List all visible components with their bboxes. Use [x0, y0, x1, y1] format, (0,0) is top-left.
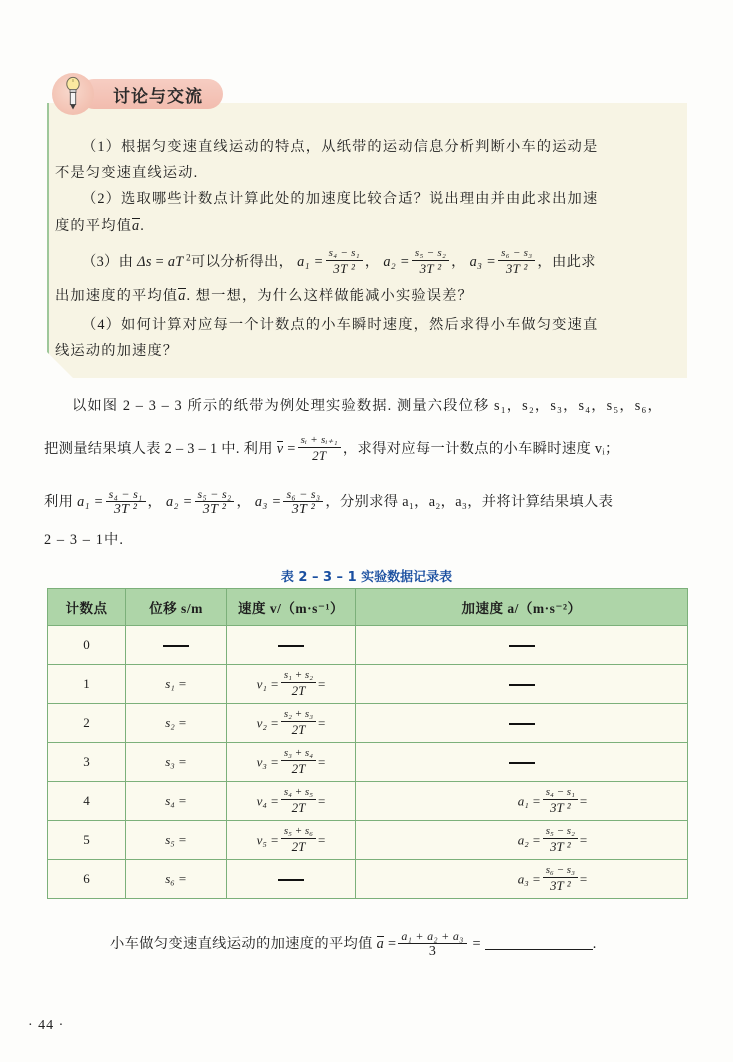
cell-point: 4 — [48, 782, 126, 821]
dash-icon — [509, 762, 535, 764]
cell-acceleration — [356, 743, 688, 782]
callout-item-3-line-1: （3）由 Δs = aT $^2$可以分析得出， a₁ = $\frac{\text{s₄ − s₁}}{\text{3T ²}}$ ， a₂ = $\frac{\text{s₅ − s₂}}{\text{3T ²}}$ ， a₃ = $\frac{\text{s₆ − s₃}}{\text{3T ²}}$ ，由此求 — [82, 247, 596, 277]
formula-v-bar: $\frac{\text{sᵢ + sᵢ₊₁}}{2T}$ — [298, 435, 341, 463]
dash-icon — [278, 879, 304, 881]
cell-velocity: v₃ = $\frac{\text{s₃ + s₄}}{2T}$ = — [227, 743, 356, 782]
cell-displacement: s₄ = — [126, 782, 227, 821]
table-row — [48, 626, 688, 665]
experiment-data-table — [47, 588, 688, 899]
discussion-badge-label: 讨论与交流 — [113, 86, 203, 107]
cell-displacement: s₂ = — [126, 704, 227, 743]
cell-displacement — [126, 626, 227, 665]
cell-acceleration — [356, 665, 688, 704]
table-header-displacement: 位移 s/m — [126, 589, 227, 626]
table-header-count-point: 计数点 — [48, 589, 126, 626]
cell-displacement: s₅ = — [126, 821, 227, 860]
cell-acceleration: a₃ = $\frac{\text{s₆ − s₃}}{\text{3T ²}}$ = — [356, 860, 688, 899]
body-paragraph-2-line-3: 2 – 3 – 1中. — [44, 532, 125, 548]
cell-velocity: v₁ = $\frac{\text{s₁ + s₂}}{2T}$ = — [227, 665, 356, 704]
callout-item-3-line-2: 出加速度的平均值a. 想一想，为什么这样做能减小实验误差？ — [55, 288, 473, 304]
formula-a3: $\frac{\text{s₆ − s₃}}{\text{3T ²}}$ — [498, 248, 535, 276]
formula-a1-lead: a₁ = — [297, 254, 324, 271]
table-row — [48, 704, 688, 743]
formula-a-average: $\frac{\text{a₁ + a₂ + a₃}}{3}$ — [398, 930, 466, 960]
cell-acceleration: a₂ = $\frac{\text{s₅ − s₂}}{\text{3T ²}}$ = — [356, 821, 688, 860]
cell-point: 5 — [48, 821, 126, 860]
lightbulb-icon — [64, 76, 82, 110]
cell-acceleration — [356, 626, 688, 665]
callout-item-2-line-1: （2）选取哪些计数点计算此处的加速度比较合适？说出理由并由此求出加速 — [82, 191, 599, 207]
callout-item-4-line-2: 线运动的加速度？ — [55, 343, 179, 359]
body-paragraph-2-line-1: 利用 a₁ = $\frac{\text{s₄ − s₁}}{\text{3T ²}}$ ， a₂ = $\frac{\text{s₅ − s₂}}{\text{3T ²}}$ ， a₃ = $\frac{\text{s₆ − s₃}}{\text{3T ²}}$ ，分别求得 a₁，a₂，a₃，并将计算结果填人表 — [44, 487, 614, 518]
table-header-acceleration: 加速度 a/（m·s⁻²） — [356, 589, 688, 626]
cell-displacement: s₆ = — [126, 860, 227, 899]
body-paragraph-1-line-1: 以如图 2 – 3 – 3 所示的纸带为例处理实验数据. 测量六段位移 s₁，s₂，s₃，s₄，s₅，s₆， — [72, 398, 663, 414]
cell-velocity — [227, 860, 356, 899]
discussion-badge — [79, 79, 223, 109]
cell-point: 3 — [48, 743, 126, 782]
cell-acceleration: a₁ = $\frac{\text{s₄ − s₁}}{\text{3T ²}}$ = — [356, 782, 688, 821]
cell-acceleration — [356, 704, 688, 743]
callout-item-1-line-1: （1）根据匀变速直线运动的特点，从纸带的运动信息分析判断小车的运动是 — [82, 139, 599, 155]
dash-icon — [278, 645, 304, 647]
cell-point: 1 — [48, 665, 126, 704]
callout-item-2-line-2: 度的平均值a. — [55, 218, 145, 234]
table-header-velocity: 速度 v/（m·s⁻¹） — [227, 589, 356, 626]
body-paragraph-1-line-2: 把测量结果填人表 2 – 3 – 1 中. 利用 v = $\frac{\text{sᵢ + sᵢ₊₁}}{2T}$ ，求得对应每一计数点的小车瞬时速度 vᵢ； — [44, 434, 620, 464]
formula-a2-lead: a₂ = — [383, 254, 410, 271]
table-header-row — [48, 589, 688, 626]
dash-icon — [509, 684, 535, 686]
average-acceleration-formula: 小车做匀变速直线运动的加速度的平均值 a = $\frac{\text{a₁ + a₂ + a₃}}{3}$ = . — [110, 929, 597, 960]
dash-icon — [163, 645, 189, 647]
table-row — [48, 860, 688, 899]
table-row — [48, 782, 688, 821]
formula-a1: $\frac{\text{s₄ − s₁}}{\text{3T ²}}$ — [326, 248, 363, 276]
formula-a3-lead: a₃ = — [469, 254, 497, 271]
table-caption: 表 2 – 3 – 1 实验数据记录表 — [280, 570, 453, 585]
formula-body-a3: $\frac{\text{s₆ − s₃}}{\text{3T ²}}$ — [283, 488, 323, 518]
answer-blank[interactable] — [485, 937, 593, 950]
dash-icon — [509, 645, 535, 647]
cell-point: 2 — [48, 704, 126, 743]
cell-velocity: v₄ = $\frac{\text{s₄ + s₅}}{2T}$ = — [227, 782, 356, 821]
callout-item-4-line-1: （4）如何计算对应每一个计数点的小车瞬时速度，然后求得小车做匀变速直 — [82, 317, 599, 333]
page-number: · 44 · — [28, 1018, 65, 1033]
formula-body-a2: $\frac{\text{s₅ − s₂}}{\text{3T ²}}$ — [195, 488, 235, 518]
table-row — [48, 665, 688, 704]
cell-displacement: s₃ = — [126, 743, 227, 782]
cell-velocity: v₅ = $\frac{\text{s₅ + s₆}}{2T}$ = — [227, 821, 356, 860]
cell-velocity: v₂ = $\frac{\text{s₂ + s₃}}{2T}$ = — [227, 704, 356, 743]
dash-icon — [509, 723, 535, 725]
table-row — [48, 821, 688, 860]
formula-body-a1: $\frac{\text{s₄ − s₁}}{\text{3T ²}}$ — [106, 488, 146, 518]
cell-displacement: s₁ = — [126, 665, 227, 704]
cell-point: 6 — [48, 860, 126, 899]
callout-item-1-line-2: 不是匀变速直线运动. — [55, 165, 199, 181]
cell-point: 0 — [48, 626, 126, 665]
formula-a2: $\frac{\text{s₅ − s₂}}{\text{3T ²}}$ — [412, 248, 449, 276]
cell-velocity — [227, 626, 356, 665]
table-row — [48, 743, 688, 782]
